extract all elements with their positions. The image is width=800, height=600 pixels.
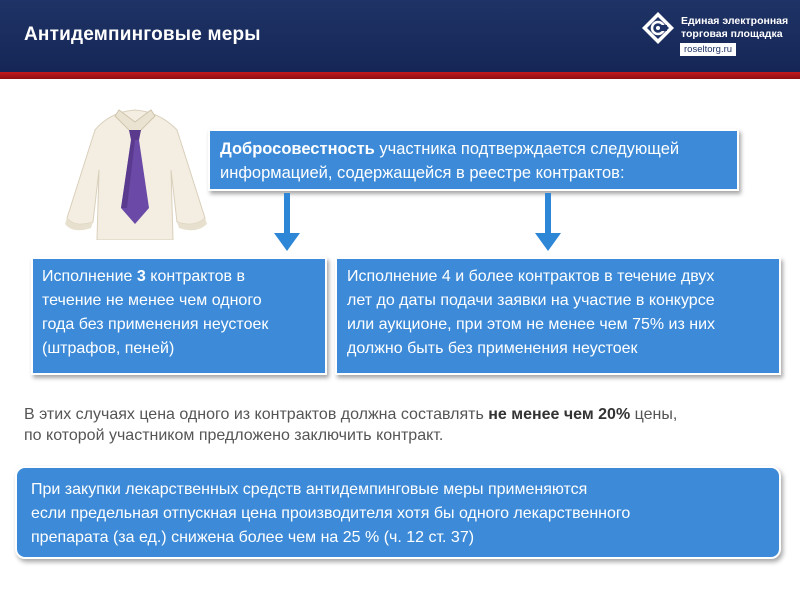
price-requirement-text xyxy=(24,404,784,446)
medicines-note-box xyxy=(15,466,781,559)
header-stripe xyxy=(0,72,800,79)
logo-url[interactable]: roseltorg.ru xyxy=(680,43,736,56)
summary-line2: по которой участником предложено заключить контракт. xyxy=(24,427,444,444)
four-contracts-box xyxy=(335,257,781,375)
four-contracts-line2: лет до даты подачи заявки на участие в конкурсе xyxy=(347,292,715,309)
summary-bold-percent: не менее чем 20% xyxy=(488,406,631,423)
three-contracts-line4: (штрафов, пеней) xyxy=(42,340,175,357)
down-arrow-icon xyxy=(533,193,563,253)
three-contracts-line1-pre: Исполнение xyxy=(42,268,137,285)
medicines-note-line1: При закупки лекарственных средств антидемпинговые меры применяются xyxy=(31,481,588,498)
three-contracts-line2: течение не менее чем одного xyxy=(42,292,262,309)
three-contracts-line3: года без применения неустоек xyxy=(42,316,269,333)
integrity-bold-term: Добросовестность xyxy=(220,140,375,158)
medicines-note-line2: если предельная отпускная цена производителя хотя бы одного лекарственного xyxy=(31,505,631,522)
logo-text-line2: торговая площадка xyxy=(681,28,783,40)
three-contracts-box xyxy=(31,257,327,375)
down-arrow-icon xyxy=(272,193,302,253)
four-contracts-line4: должно быть без применения неустоек xyxy=(347,340,638,357)
three-contracts-number: 3 xyxy=(136,268,146,285)
roseltorg-logo-icon xyxy=(641,11,675,45)
summary-line1-post: цены, xyxy=(630,406,678,423)
businessman-shirt-tie-image xyxy=(55,100,215,240)
three-contracts-line1-post: контрактов в xyxy=(145,268,245,285)
four-contracts-line3: или аукционе, при этом не менее чем 75% из них xyxy=(347,316,716,333)
integrity-info-box xyxy=(208,129,739,191)
four-contracts-line1: Исполнение 4 и более контрактов в течение двух xyxy=(347,268,715,285)
summary-line1-pre: В этих случаях цена одного из контрактов должна составлять xyxy=(24,406,489,423)
page-title: Антидемпинговые меры xyxy=(24,24,261,45)
integrity-text-line1: участника подтверждается следующей xyxy=(374,140,680,158)
integrity-text-line2: информацией, содержащейся в реестре контрактов: xyxy=(220,164,625,182)
logo-text-line1: Единая электронная xyxy=(681,15,789,27)
medicines-note-line3: препарата (за ед.) снижена более чем на 25 % (ч. 12 ст. 37) xyxy=(31,529,475,546)
